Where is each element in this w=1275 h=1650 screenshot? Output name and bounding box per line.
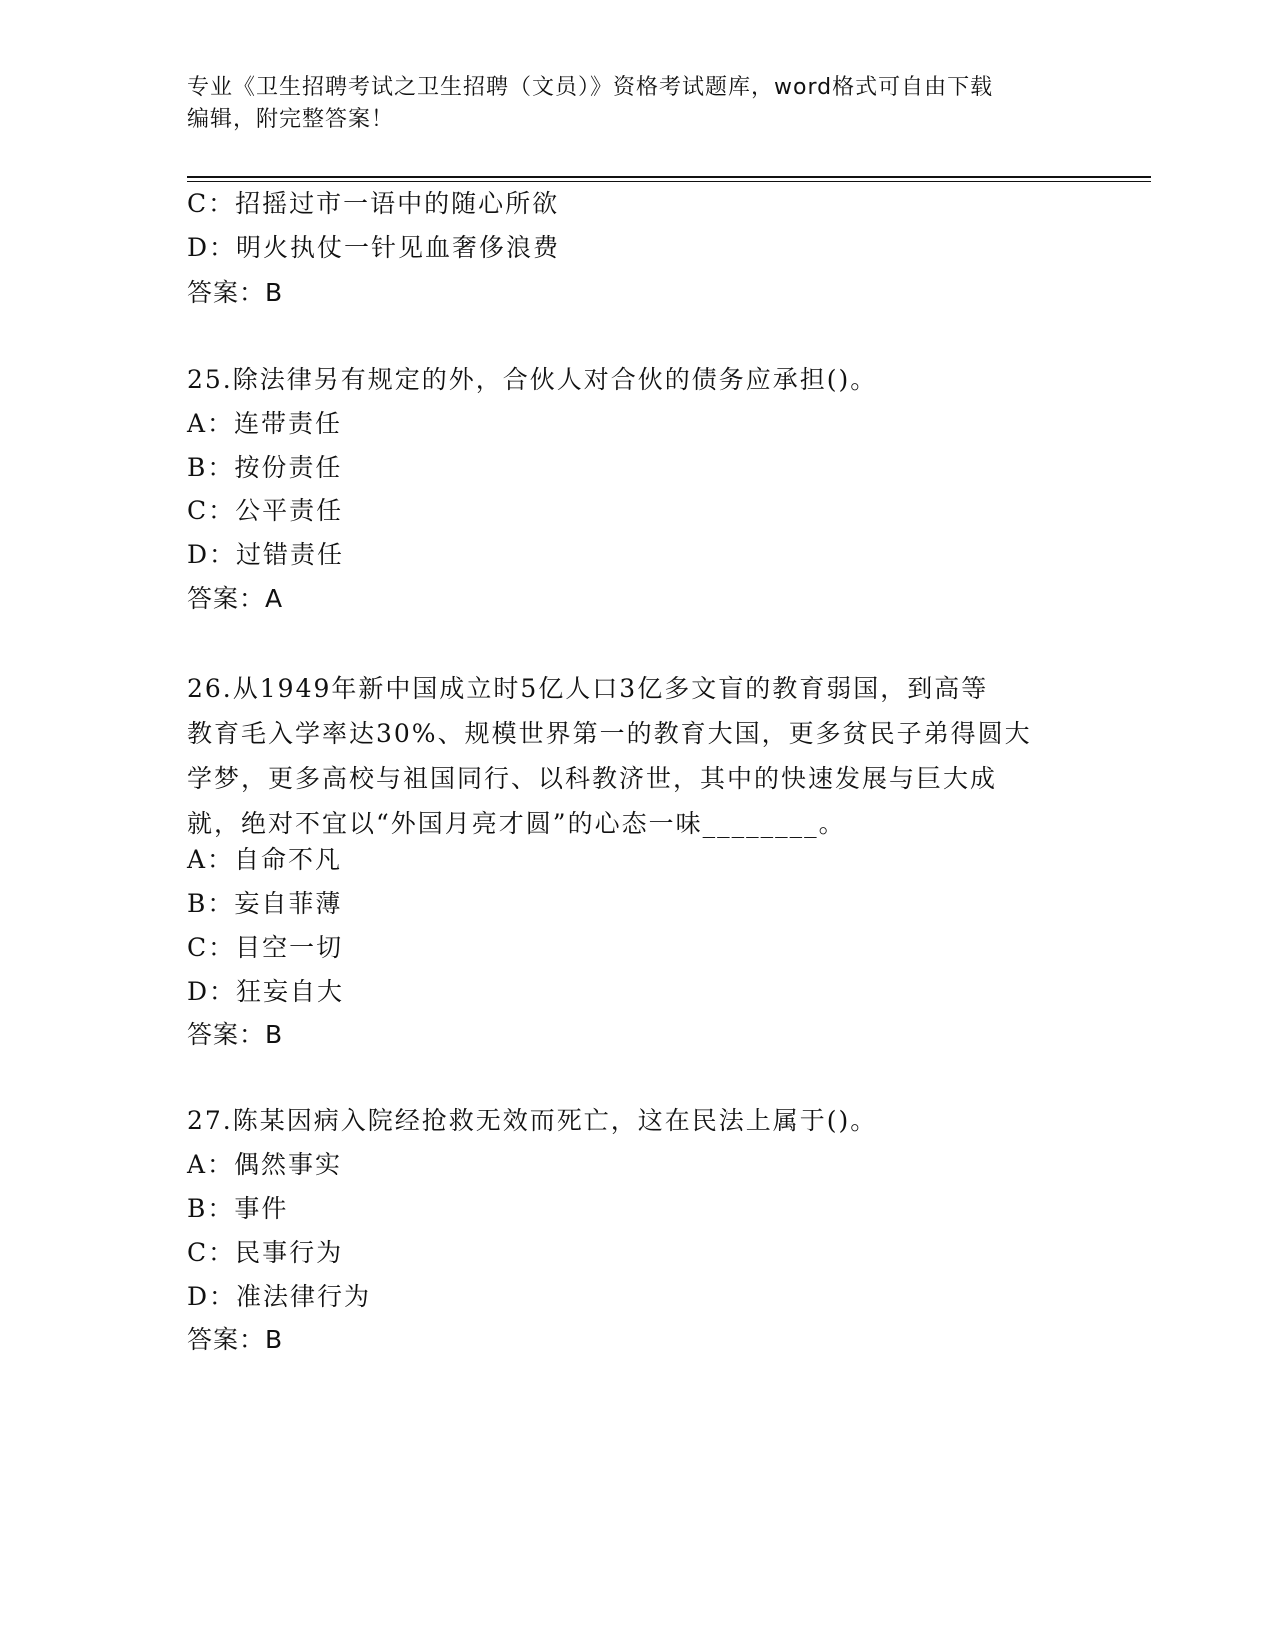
q26-question [187, 666, 1087, 846]
document-header [187, 72, 1087, 136]
q27-option-b: B：事件 [187, 1194, 289, 1223]
q26-option-b: B：妄自菲薄 [187, 889, 343, 918]
q25-answer: 答案：A [187, 584, 284, 613]
q27-answer: 答案：B [187, 1325, 284, 1354]
header-divider-thick [187, 176, 1151, 178]
q26-option-a: A：自命不凡 [187, 845, 343, 874]
q26-question-line-4: 就，绝对不宜以“外国月亮才圆”的心态一味________。 [187, 809, 846, 838]
q27-question: 27.陈某因病入院经抢救无效而死亡，这在民法上属于()。 [187, 1106, 878, 1135]
prev-option-c: C：招摇过市一语中的随心所欲 [187, 189, 560, 218]
q26-option-d: D：狂妄自大 [187, 977, 345, 1006]
q26-question-line-2: 教育毛入学率达30%、规模世界第一的教育大国，更多贫民子弟得圆大 [187, 719, 1032, 748]
q25-option-d: D：过错责任 [187, 540, 345, 569]
q27-option-a: A：偶然事实 [187, 1150, 343, 1179]
q26-question-line-1: 26.从1949年新中国成立时5亿人口3亿多文盲的教育弱国，到高等 [187, 674, 989, 703]
q25-option-b: B：按份责任 [187, 453, 343, 482]
header-divider-thin [187, 181, 1151, 182]
header-line-2: 编辑，附完整答案！ [187, 107, 395, 132]
q26-question-line-3: 学梦，更多高校与祖国同行、以科教济世，其中的快速发展与巨大成 [187, 764, 998, 793]
header-line-1: 专业《卫生招聘考试之卫生招聘（文员）》资格考试题库，word格式可自由下载 [187, 75, 994, 100]
prev-answer: 答案：B [187, 278, 284, 307]
q25-option-a: A：连带责任 [187, 409, 343, 438]
prev-option-d: D：明火执仗一针见血奢侈浪费 [187, 233, 561, 262]
q25-question: 25.除法律另有规定的外，合伙人对合伙的债务应承担()。 [187, 365, 878, 394]
q25-option-c: C：公平责任 [187, 496, 344, 525]
q27-option-c: C：民事行为 [187, 1238, 344, 1267]
q27-option-d: D：准法律行为 [187, 1282, 372, 1311]
q26-option-c: C：目空一切 [187, 933, 344, 962]
q26-answer: 答案：B [187, 1020, 284, 1049]
